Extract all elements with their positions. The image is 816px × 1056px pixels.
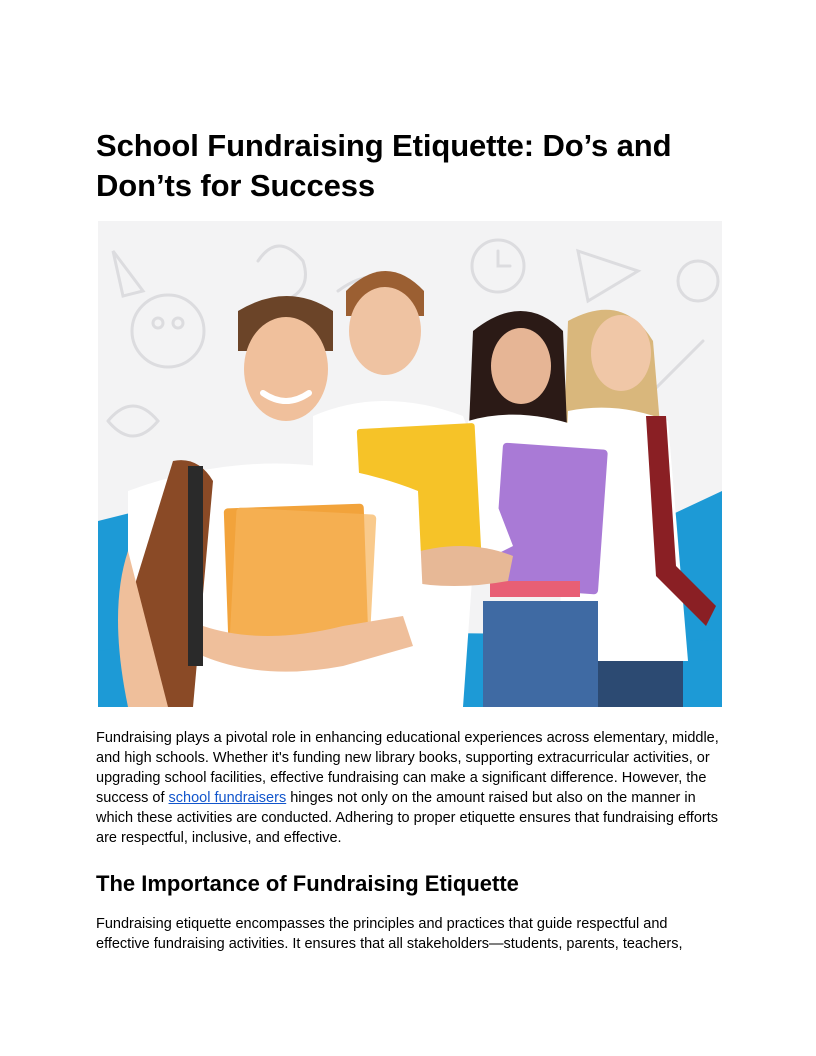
article-title: School Fundraising Etiquette: Do’s and Don’ts for Success — [96, 128, 672, 203]
section-heading: The Importance of Fundraising Etiquette — [96, 871, 519, 896]
intro-paragraph — [96, 728, 724, 848]
section-paragraph: Fundraising etiquette encompasses the principles and practices that guide respectful and effective fundraising activities. It ensures that all stakeholders—students, parents, teachers, — [96, 916, 683, 952]
school-fundraisers-link[interactable]: school fundraisers — [168, 790, 287, 806]
intro-text-after-link: hinges not only on the amount raised but also on the manner in which these activities are conducted. Adhering to proper etiquette ensures that fundraising efforts are respectful, inclusive, and effective. — [96, 790, 718, 846]
students-photo — [98, 221, 722, 707]
intro-text-before-link: Fundraising plays a pivotal role in enhancing educational experiences across elementary, middle, and high schools. Whether it's funding new library books, supporting extracurricular activities, or upgrading school facilities, effective fundraising can make a significant difference. However, the success of — [96, 730, 719, 806]
